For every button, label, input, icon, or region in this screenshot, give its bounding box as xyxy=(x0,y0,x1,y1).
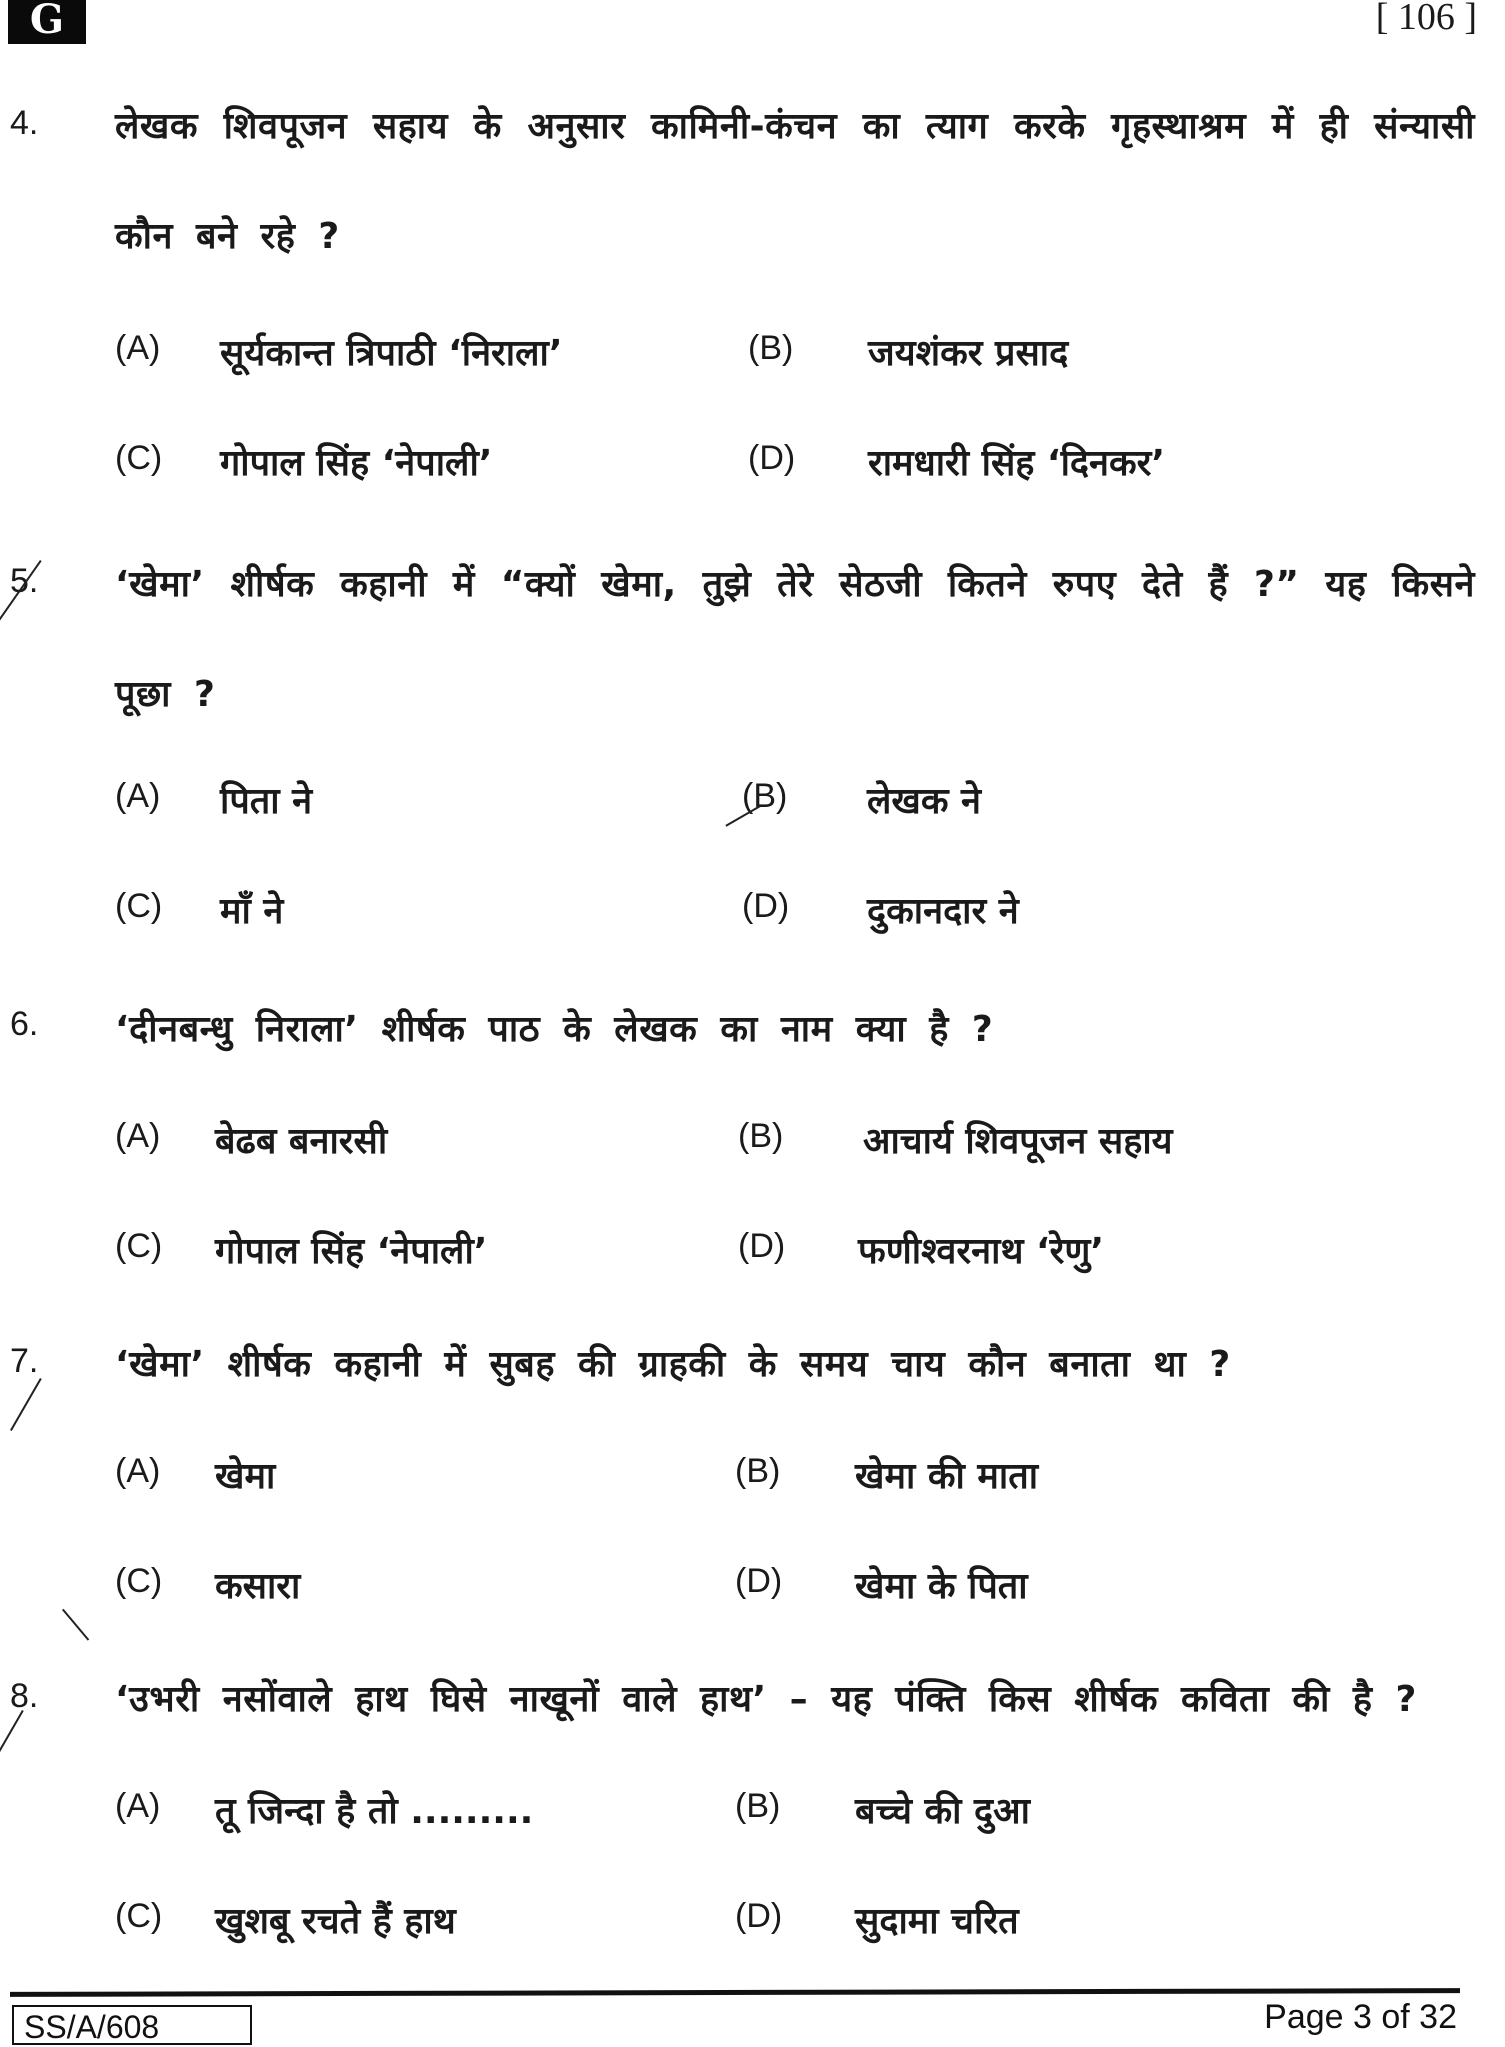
option-text: दुकानदार ने xyxy=(867,891,1019,932)
pen-tick-mark xyxy=(62,1609,89,1641)
option-text: सूर्यकान्त त्रिपाठी ‘निराला’ xyxy=(220,333,563,374)
option-label: (C) xyxy=(115,439,163,477)
option-label: (A) xyxy=(115,777,161,815)
question-number: 6. xyxy=(10,1005,39,1043)
footer-divider xyxy=(10,1988,1460,1997)
question-number: 4. xyxy=(10,104,39,142)
option-text: माँ ने xyxy=(220,891,284,932)
option-text: फणीश्वरनाथ ‘रेणु’ xyxy=(858,1231,1105,1272)
option-text: बेढब बनारसी xyxy=(215,1121,388,1162)
option-label: (B) xyxy=(738,1117,784,1155)
option-label: (A) xyxy=(115,1452,161,1490)
option-text: खेमा की माता xyxy=(855,1456,1039,1497)
question-text: ‘दीनबन्धु निराला’ शीर्षक पाठ के लेखक का नाम क्या है ? xyxy=(115,1009,994,1050)
option-label: (D) xyxy=(748,439,796,477)
option-label: (A) xyxy=(115,1787,161,1825)
option-text: जयशंकर प्रसाद xyxy=(868,333,1069,374)
option-text: कसारा xyxy=(215,1566,301,1607)
option-text: बच्चे की दुआ xyxy=(855,1791,1030,1832)
option-label: (C) xyxy=(115,1562,163,1600)
option-text: खेमा xyxy=(215,1456,276,1497)
option-label: (C) xyxy=(115,1227,163,1265)
option-text: रामधारी सिंह ‘दिनकर’ xyxy=(868,443,1166,484)
question-number: 8. xyxy=(10,1677,39,1715)
option-text: गोपाल सिंह ‘नेपाली’ xyxy=(215,1231,488,1272)
option-label: (B) xyxy=(735,1452,781,1490)
paper-code: SS/A/608 xyxy=(12,2005,252,2045)
set-badge: G xyxy=(8,0,86,44)
option-text: गोपाल सिंह ‘नेपाली’ xyxy=(220,443,493,484)
option-label: (D) xyxy=(735,1897,783,1935)
option-label: (D) xyxy=(738,1227,786,1265)
question-text: ‘खेमा’ शीर्षक कहानी में “क्यों खेमा, तुझे तेरे सेठजी कितने रुपए देते हैं ?” यह किसने पूछा ? xyxy=(115,564,1475,715)
option-text: आचार्य शिवपूजन सहाय xyxy=(863,1121,1173,1162)
pen-tick-mark xyxy=(0,1710,24,1759)
pen-tick-mark xyxy=(10,1378,42,1431)
option-text: तू जिन्दा है तो ......... xyxy=(215,1791,534,1832)
option-label: (B) xyxy=(735,1787,781,1825)
page-code: [ 106 ] xyxy=(1375,0,1477,38)
option-label: (D) xyxy=(742,887,790,925)
option-text: सुदामा चरित xyxy=(855,1901,1019,1942)
option-label: (B) xyxy=(742,777,788,815)
question-text: ‘उभरी नसोंवाले हाथ घिसे नाखूनों वाले हाथ’ – यह पंक्ति किस शीर्षक कविता की है ? xyxy=(115,1679,1417,1720)
page-number: Page 3 of 32 xyxy=(1264,1998,1457,2036)
question-number: 5. xyxy=(10,562,39,600)
option-label: (A) xyxy=(115,329,161,367)
question-number: 7. xyxy=(10,1342,39,1380)
option-label: (D) xyxy=(735,1562,783,1600)
option-text: खेमा के पिता xyxy=(855,1566,1028,1607)
option-label: (A) xyxy=(115,1117,161,1155)
option-label: (C) xyxy=(115,887,163,925)
option-text: खुशबू रचते हैं हाथ xyxy=(215,1901,456,1942)
option-text: लेखक ने xyxy=(867,781,982,822)
option-label: (B) xyxy=(748,329,794,367)
option-text: पिता ने xyxy=(220,781,313,822)
question-text: ‘खेमा’ शीर्षक कहानी में सुबह की ग्राहकी के समय चाय कौन बनाता था ? xyxy=(115,1344,1231,1385)
question-text: लेखक शिवपूजन सहाय के अनुसार कामिनी-कंचन का त्याग करके गृहस्थाश्रम में ही संन्यासी कौन बने रहे ? xyxy=(115,106,1475,257)
option-label: (C) xyxy=(115,1897,163,1935)
